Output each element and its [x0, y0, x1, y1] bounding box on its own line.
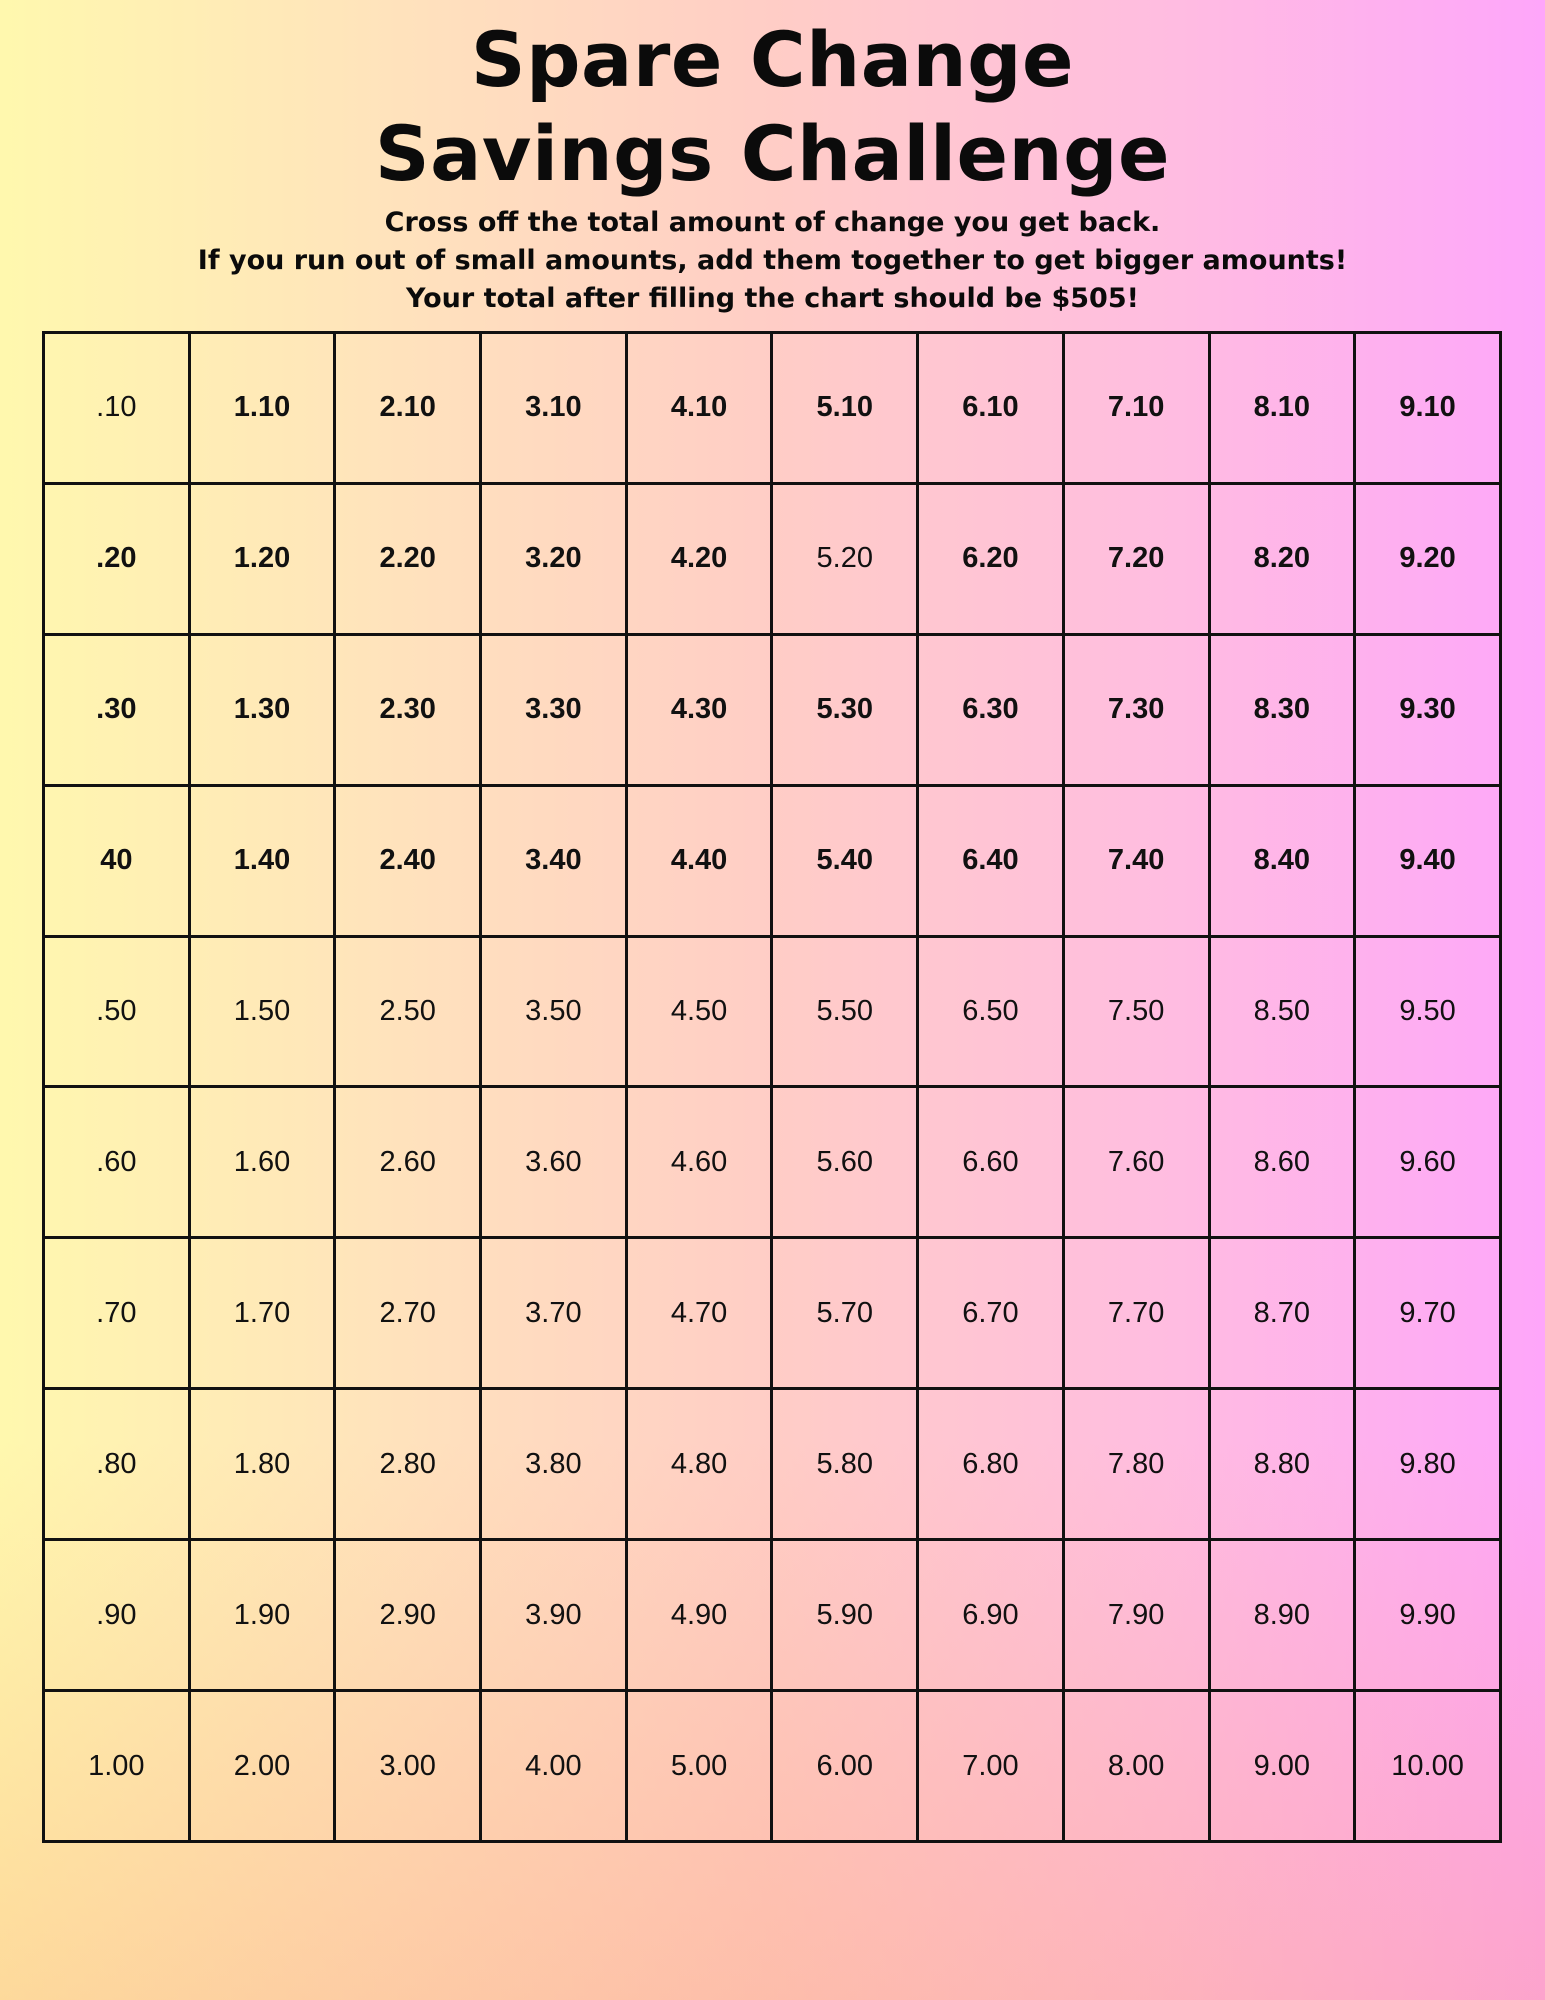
- amount-cell[interactable]: 3.40: [481, 785, 627, 936]
- amount-cell[interactable]: 3.90: [481, 1540, 627, 1691]
- amount-cell[interactable]: 6.90: [918, 1540, 1064, 1691]
- chart-row: [44, 1540, 1501, 1691]
- amount-cell[interactable]: 9.80: [1355, 1389, 1501, 1540]
- chart-row: [44, 785, 1501, 936]
- amount-cell[interactable]: 9.40: [1355, 785, 1501, 936]
- chart-row: [44, 333, 1501, 484]
- amount-cell[interactable]: 5.50: [772, 936, 918, 1087]
- amount-cell[interactable]: 7.60: [1063, 1087, 1209, 1238]
- amount-cell[interactable]: 3.00: [335, 1691, 481, 1842]
- amount-cell[interactable]: .50: [44, 936, 190, 1087]
- amount-cell[interactable]: 7.50: [1063, 936, 1209, 1087]
- amount-cell[interactable]: 8.00: [1063, 1691, 1209, 1842]
- amount-cell[interactable]: 2.60: [335, 1087, 481, 1238]
- amount-cell[interactable]: 5.90: [772, 1540, 918, 1691]
- amount-cell[interactable]: 8.80: [1209, 1389, 1355, 1540]
- amount-cell[interactable]: 6.10: [918, 333, 1064, 484]
- amount-cell[interactable]: 4.10: [626, 333, 772, 484]
- amount-cell[interactable]: 2.10: [335, 333, 481, 484]
- instruction-line: Your total after filling the chart should be $505!: [406, 283, 1139, 314]
- amount-cell[interactable]: 9.10: [1355, 333, 1501, 484]
- amount-cell[interactable]: 9.20: [1355, 483, 1501, 634]
- amount-cell[interactable]: 7.00: [918, 1691, 1064, 1842]
- amount-cell[interactable]: 3.80: [481, 1389, 627, 1540]
- amount-cell[interactable]: .20: [44, 483, 190, 634]
- title-line-1: Spare Change: [470, 15, 1075, 104]
- amount-cell[interactable]: 6.00: [772, 1691, 918, 1842]
- amount-cell[interactable]: 1.60: [189, 1087, 335, 1238]
- amount-cell[interactable]: 4.70: [626, 1238, 772, 1389]
- amount-cell[interactable]: 6.30: [918, 634, 1064, 785]
- chart-row: [44, 1087, 1501, 1238]
- amount-cell[interactable]: 7.10: [1063, 333, 1209, 484]
- amount-cell[interactable]: .70: [44, 1238, 190, 1389]
- amount-cell[interactable]: .80: [44, 1389, 190, 1540]
- savings-chart: [42, 331, 1502, 1843]
- amount-cell[interactable]: 2.20: [335, 483, 481, 634]
- amount-cell[interactable]: 5.80: [772, 1389, 918, 1540]
- amount-cell[interactable]: 5.40: [772, 785, 918, 936]
- amount-cell[interactable]: 9.00: [1209, 1691, 1355, 1842]
- amount-cell[interactable]: 6.80: [918, 1389, 1064, 1540]
- amount-cell[interactable]: .90: [44, 1540, 190, 1691]
- amount-cell[interactable]: 6.70: [918, 1238, 1064, 1389]
- amount-cell[interactable]: 2.00: [189, 1691, 335, 1842]
- amount-cell[interactable]: 6.40: [918, 785, 1064, 936]
- amount-cell[interactable]: 5.10: [772, 333, 918, 484]
- amount-cell[interactable]: 3.50: [481, 936, 627, 1087]
- amount-cell[interactable]: 9.50: [1355, 936, 1501, 1087]
- amount-cell[interactable]: 3.20: [481, 483, 627, 634]
- amount-cell[interactable]: 4.20: [626, 483, 772, 634]
- amount-cell[interactable]: 8.20: [1209, 483, 1355, 634]
- chart-row: [44, 936, 1501, 1087]
- amount-cell[interactable]: 2.30: [335, 634, 481, 785]
- amount-cell[interactable]: 1.90: [189, 1540, 335, 1691]
- instruction-line: If you run out of small amounts, add them together to get bigger amounts!: [197, 245, 1348, 276]
- amount-cell[interactable]: 3.10: [481, 333, 627, 484]
- amount-cell[interactable]: 4.40: [626, 785, 772, 936]
- amount-cell[interactable]: .10: [44, 333, 190, 484]
- amount-cell[interactable]: 1.00: [44, 1691, 190, 1842]
- amount-cell[interactable]: 9.30: [1355, 634, 1501, 785]
- title-line-2: Savings Challenge: [374, 109, 1171, 198]
- chart-row: [44, 634, 1501, 785]
- instructions: [0, 204, 1545, 318]
- amount-cell[interactable]: 7.40: [1063, 785, 1209, 936]
- amount-cell[interactable]: 5.20: [772, 483, 918, 634]
- amount-cell[interactable]: 8.90: [1209, 1540, 1355, 1691]
- amount-cell[interactable]: 4.60: [626, 1087, 772, 1238]
- amount-cell[interactable]: 4.50: [626, 936, 772, 1087]
- amount-cell[interactable]: 3.60: [481, 1087, 627, 1238]
- amount-cell[interactable]: 4.80: [626, 1389, 772, 1540]
- amount-cell[interactable]: 1.30: [189, 634, 335, 785]
- amount-cell[interactable]: 4.90: [626, 1540, 772, 1691]
- chart-row: [44, 1691, 1501, 1842]
- amount-cell[interactable]: 9.60: [1355, 1087, 1501, 1238]
- amount-cell[interactable]: 40: [44, 785, 190, 936]
- amount-cell[interactable]: .30: [44, 634, 190, 785]
- amount-cell[interactable]: 8.60: [1209, 1087, 1355, 1238]
- amount-cell[interactable]: 5.60: [772, 1087, 918, 1238]
- amount-cell[interactable]: 1.50: [189, 936, 335, 1087]
- amount-cell[interactable]: 2.40: [335, 785, 481, 936]
- chart-row: [44, 1238, 1501, 1389]
- amount-cell[interactable]: 10.00: [1355, 1691, 1501, 1842]
- amount-cell[interactable]: 1.70: [189, 1238, 335, 1389]
- amount-cell[interactable]: 1.80: [189, 1389, 335, 1540]
- amount-cell[interactable]: 9.70: [1355, 1238, 1501, 1389]
- instruction-line: Cross off the total amount of change you get back.: [384, 207, 1161, 238]
- amount-cell[interactable]: 7.80: [1063, 1389, 1209, 1540]
- amount-cell[interactable]: 6.20: [918, 483, 1064, 634]
- chart-row: [44, 483, 1501, 634]
- amount-cell[interactable]: .60: [44, 1087, 190, 1238]
- amount-cell[interactable]: 3.70: [481, 1238, 627, 1389]
- amount-cell[interactable]: 5.30: [772, 634, 918, 785]
- amount-cell[interactable]: 1.10: [189, 333, 335, 484]
- amount-cell[interactable]: 8.10: [1209, 333, 1355, 484]
- amount-cell[interactable]: 1.40: [189, 785, 335, 936]
- amount-cell[interactable]: 6.60: [918, 1087, 1064, 1238]
- amount-cell[interactable]: 2.80: [335, 1389, 481, 1540]
- amount-cell[interactable]: 4.30: [626, 634, 772, 785]
- amount-cell[interactable]: 8.30: [1209, 634, 1355, 785]
- amount-cell[interactable]: 1.20: [189, 483, 335, 634]
- amount-cell[interactable]: 7.90: [1063, 1540, 1209, 1691]
- amount-cell[interactable]: 7.30: [1063, 634, 1209, 785]
- amount-cell[interactable]: 9.90: [1355, 1540, 1501, 1691]
- amount-cell[interactable]: 2.90: [335, 1540, 481, 1691]
- amount-cell[interactable]: 5.70: [772, 1238, 918, 1389]
- chart-row: [44, 1389, 1501, 1540]
- amount-cell[interactable]: 7.70: [1063, 1238, 1209, 1389]
- amount-cell[interactable]: 8.50: [1209, 936, 1355, 1087]
- amount-cell[interactable]: 2.70: [335, 1238, 481, 1389]
- amount-cell[interactable]: 3.30: [481, 634, 627, 785]
- amount-cell[interactable]: 5.00: [626, 1691, 772, 1842]
- amount-cell[interactable]: 8.70: [1209, 1238, 1355, 1389]
- amount-cell[interactable]: 8.40: [1209, 785, 1355, 936]
- amount-cell[interactable]: 7.20: [1063, 483, 1209, 634]
- amount-cell[interactable]: 2.50: [335, 936, 481, 1087]
- amount-cell[interactable]: 4.00: [481, 1691, 627, 1842]
- amount-cell[interactable]: 6.50: [918, 936, 1064, 1087]
